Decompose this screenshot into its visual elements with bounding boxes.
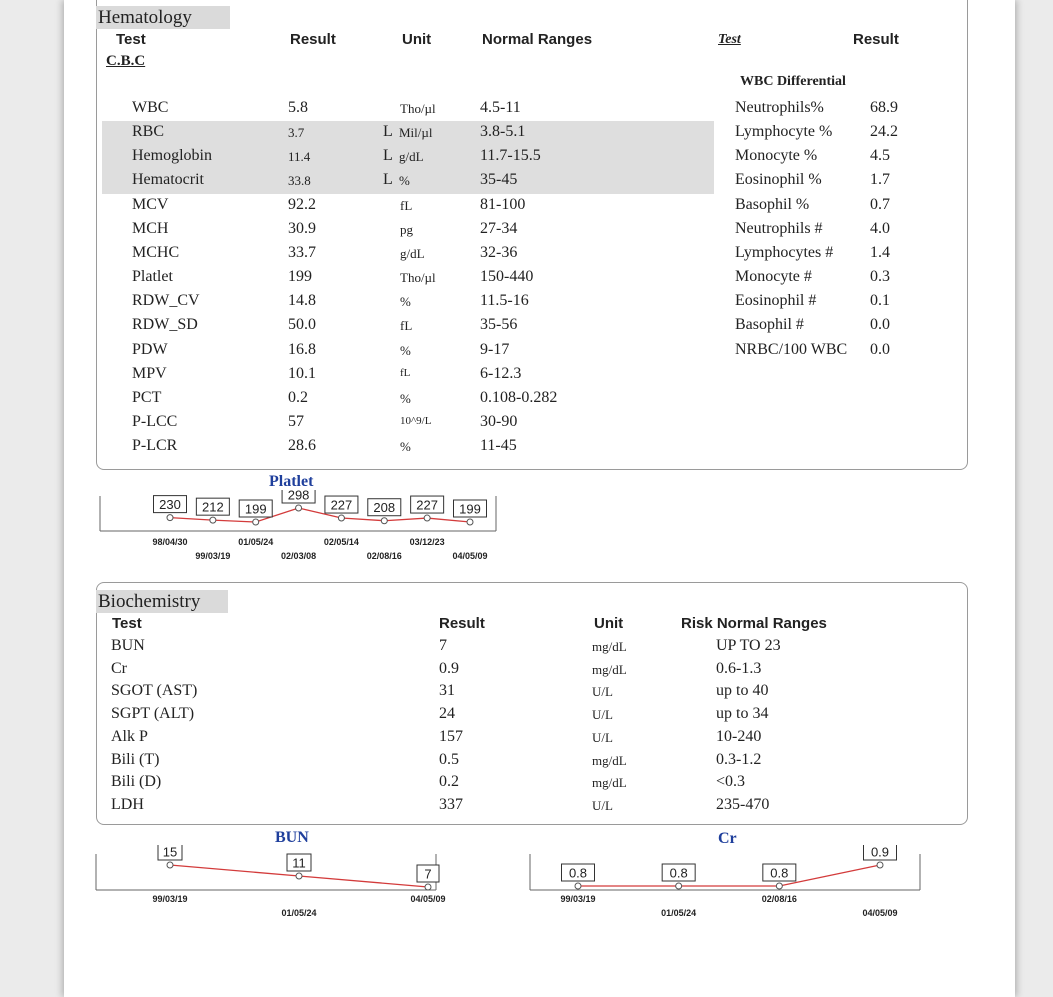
hem-unit: % bbox=[400, 390, 411, 406]
diff-test-name: Lymphocyte % bbox=[735, 123, 833, 141]
bio-unit: mg/dL bbox=[592, 775, 627, 791]
hem-range: 6-12.3 bbox=[480, 364, 522, 382]
data-point bbox=[167, 515, 173, 521]
hem-unit: % bbox=[399, 173, 410, 189]
x-tick-label: 03/12/23 bbox=[409, 537, 445, 547]
x-tick-label: 99/03/19 bbox=[560, 894, 596, 904]
hem-test-name: MCV bbox=[132, 195, 169, 213]
hematology-title: Hematology bbox=[96, 6, 230, 29]
diff-result: 4.5 bbox=[870, 147, 890, 165]
hem-header-unit: Unit bbox=[402, 31, 432, 48]
data-point bbox=[575, 883, 581, 889]
bio-test-name: BUN bbox=[111, 637, 145, 654]
data-point bbox=[425, 884, 431, 890]
bio-header-test: Test bbox=[112, 615, 142, 632]
hem-range: 11.7-15.5 bbox=[480, 147, 541, 165]
diff-result: 24.2 bbox=[870, 123, 898, 141]
hem-result: 10.1 bbox=[288, 364, 316, 382]
hem-range: 35-56 bbox=[480, 316, 518, 334]
data-point bbox=[296, 505, 302, 511]
x-tick-label: 98/04/30 bbox=[152, 537, 188, 547]
hem-unit: % bbox=[400, 342, 411, 358]
hem-result: 33.8 bbox=[288, 173, 311, 189]
bio-header-normal: Risk Normal Ranges bbox=[681, 615, 827, 632]
bio-unit: mg/dL bbox=[592, 752, 627, 768]
hem-unit: Tho/µl bbox=[400, 270, 436, 286]
hem-result: 33.7 bbox=[288, 243, 316, 261]
hem-test-name: MCH bbox=[132, 219, 169, 237]
hem-header-test: Test bbox=[116, 31, 146, 48]
hem-unit: g/dL bbox=[400, 245, 425, 261]
hem-result: 16.8 bbox=[288, 340, 316, 358]
hem-test-name: MCHC bbox=[132, 243, 180, 261]
bio-result: 0.2 bbox=[439, 773, 459, 791]
diff-test-name: Lymphocytes # bbox=[735, 243, 834, 261]
diff-test-name: Basophil % bbox=[735, 195, 810, 213]
hem-test-name: RDW_SD bbox=[132, 316, 198, 334]
hem-range: 11-45 bbox=[480, 437, 517, 455]
data-label: 15 bbox=[162, 845, 178, 860]
data-label: 208 bbox=[373, 500, 396, 516]
hem-result: 92.2 bbox=[288, 195, 316, 213]
hem-result: 5.8 bbox=[288, 99, 308, 116]
bio-range: <0.3 bbox=[716, 773, 746, 791]
diff-test-name: Basophil # bbox=[735, 316, 804, 334]
hem-result: 14.8 bbox=[288, 292, 316, 310]
data-point bbox=[381, 518, 387, 524]
bio-unit: U/L bbox=[592, 797, 613, 813]
data-label: 7 bbox=[424, 866, 432, 882]
hem-result: 30.9 bbox=[288, 219, 316, 237]
hem-test-name: MPV bbox=[132, 364, 167, 382]
diff-test-name: Neutrophils% bbox=[735, 99, 824, 116]
hem-unit: fL bbox=[400, 366, 411, 379]
hem-unit: 10^9/L bbox=[400, 414, 432, 427]
hem-range: 0.108-0.282 bbox=[480, 388, 558, 406]
data-point bbox=[167, 862, 173, 868]
bio-unit: U/L bbox=[592, 707, 613, 723]
hem-range: 35-45 bbox=[480, 171, 518, 189]
hem-test-name: Platlet bbox=[132, 268, 173, 286]
hem-test-name: RBC bbox=[132, 123, 165, 141]
bio-test-name: SGOT (AST) bbox=[111, 682, 198, 700]
hem-result: 28.6 bbox=[288, 437, 316, 455]
hem-result: 199 bbox=[288, 268, 312, 286]
x-tick-label: 02/08/16 bbox=[761, 894, 797, 904]
bun-cr-charts bbox=[64, 845, 1015, 925]
cr-chart-title: Cr bbox=[718, 830, 737, 847]
data-label: 212 bbox=[202, 499, 224, 515]
bio-range: UP TO 23 bbox=[716, 637, 781, 654]
bio-result: 157 bbox=[439, 727, 463, 745]
data-label: 0.8 bbox=[568, 865, 588, 881]
hem-unit: fL bbox=[400, 318, 413, 334]
data-point bbox=[467, 519, 473, 525]
x-tick-label: 04/05/09 bbox=[862, 908, 898, 918]
hem-header-diff-result: Result bbox=[853, 31, 899, 48]
bio-result: 7 bbox=[439, 637, 447, 654]
hem-flag: L bbox=[383, 123, 393, 141]
hem-range: 27-34 bbox=[480, 219, 518, 237]
bio-range: up to 34 bbox=[716, 705, 769, 723]
hem-header-diff-test: Test bbox=[718, 32, 741, 47]
x-tick-label: 04/05/09 bbox=[452, 551, 488, 561]
data-point bbox=[296, 873, 302, 879]
hem-range: 3.8-5.1 bbox=[480, 123, 526, 141]
diff-result: 0.1 bbox=[870, 292, 890, 310]
diff-test-name: NRBC/100 WBC bbox=[735, 340, 848, 358]
hem-result: 11.4 bbox=[288, 149, 311, 165]
data-label: 199 bbox=[244, 501, 267, 517]
hem-range: 9-17 bbox=[480, 340, 510, 358]
hem-range: 30-90 bbox=[480, 412, 518, 430]
bio-range: up to 40 bbox=[716, 682, 769, 700]
hem-unit: % bbox=[400, 439, 411, 455]
hem-range: 4.5-11 bbox=[480, 99, 521, 116]
bio-result: 31 bbox=[439, 682, 455, 700]
bio-result: 337 bbox=[439, 795, 463, 813]
data-label: 230 bbox=[159, 497, 181, 513]
diff-test-name: Monocyte % bbox=[735, 147, 818, 165]
biochemistry-section bbox=[96, 582, 968, 825]
x-tick-label: 01/05/24 bbox=[281, 908, 317, 918]
data-label: 0.9 bbox=[870, 845, 890, 860]
hem-result: 50.0 bbox=[288, 316, 316, 334]
bio-header-result: Result bbox=[439, 615, 485, 632]
diff-test-name: Monocyte # bbox=[735, 268, 812, 286]
hem-flag: L bbox=[383, 147, 393, 165]
hem-flag: L bbox=[383, 171, 393, 189]
x-tick-label: 99/03/19 bbox=[195, 551, 231, 561]
x-tick-label: 01/05/24 bbox=[238, 537, 274, 547]
bio-test-name: Alk P bbox=[111, 727, 148, 745]
hem-unit: Mil/µl bbox=[399, 125, 433, 141]
platlet-chart-title: Platlet bbox=[269, 473, 314, 490]
x-tick-label: 02/08/16 bbox=[366, 551, 402, 561]
bio-range: 0.3-1.2 bbox=[716, 750, 762, 768]
diff-test-name: Neutrophils # bbox=[735, 219, 823, 237]
bio-unit: mg/dL bbox=[592, 639, 627, 654]
data-label: 0.8 bbox=[770, 865, 789, 881]
hem-unit: g/dL bbox=[399, 149, 424, 165]
hem-test-name: Hematocrit bbox=[132, 171, 204, 189]
bio-range: 0.6-1.3 bbox=[716, 659, 762, 677]
x-tick-label: 04/05/09 bbox=[410, 894, 446, 904]
bio-test-name: LDH bbox=[111, 795, 144, 813]
platlet-chart bbox=[64, 490, 1015, 580]
hem-range: 32-36 bbox=[480, 243, 518, 261]
diff-result: 0.0 bbox=[870, 316, 890, 334]
hem-test-name: Hemoglobin bbox=[132, 147, 212, 165]
diff-result: 1.7 bbox=[870, 171, 890, 189]
hem-test-name: P-LCC bbox=[132, 412, 178, 430]
diff-test-name: Eosinophil # bbox=[735, 292, 817, 310]
hem-header-normal: Normal Ranges bbox=[482, 31, 593, 48]
hem-test-name: RDW_CV bbox=[132, 292, 200, 310]
wbc-differential-title: WBC Differential bbox=[740, 74, 846, 89]
diff-result: 68.9 bbox=[870, 99, 898, 116]
bio-range: 235-470 bbox=[716, 795, 770, 813]
bio-unit: mg/dL bbox=[592, 661, 627, 677]
report-page bbox=[64, 0, 1015, 997]
data-label: 199 bbox=[459, 501, 481, 517]
data-point bbox=[776, 883, 782, 889]
data-point bbox=[253, 519, 259, 525]
diff-result: 1.4 bbox=[870, 243, 890, 261]
biochemistry-title: Biochemistry bbox=[96, 590, 228, 613]
data-label: 227 bbox=[416, 497, 438, 513]
x-tick-label: 02/05/14 bbox=[323, 537, 359, 547]
hem-range: 150-440 bbox=[480, 268, 534, 286]
bio-test-name: SGPT (ALT) bbox=[111, 705, 195, 723]
data-point bbox=[338, 515, 344, 521]
hem-test-name: P-LCR bbox=[132, 437, 178, 455]
hem-result: 3.7 bbox=[288, 125, 305, 141]
data-point bbox=[424, 515, 430, 521]
hem-unit: % bbox=[400, 294, 411, 310]
hem-unit: Tho/µl bbox=[400, 101, 436, 116]
hem-unit: fL bbox=[400, 197, 413, 213]
diff-result: 0.3 bbox=[870, 268, 890, 286]
series-line bbox=[578, 865, 880, 886]
hem-range: 11.5-16 bbox=[480, 292, 529, 310]
bun-chart-title: BUN bbox=[275, 829, 309, 846]
data-point bbox=[676, 883, 682, 889]
hem-unit: pg bbox=[400, 221, 413, 237]
hem-test-name: WBC bbox=[132, 99, 169, 116]
data-point bbox=[210, 517, 216, 523]
hem-test-name: PCT bbox=[132, 388, 162, 406]
bio-unit: U/L bbox=[592, 684, 613, 700]
diff-result: 4.0 bbox=[870, 219, 890, 237]
bio-header-unit: Unit bbox=[594, 615, 624, 632]
x-tick-label: 99/03/19 bbox=[152, 894, 188, 904]
x-tick-label: 02/03/08 bbox=[281, 551, 317, 561]
data-point bbox=[877, 862, 883, 868]
data-label: 298 bbox=[287, 490, 310, 503]
bio-result: 0.5 bbox=[439, 750, 459, 768]
x-tick-label: 01/05/24 bbox=[661, 908, 697, 918]
diff-result: 0.7 bbox=[870, 195, 890, 213]
hem-test-name: PDW bbox=[132, 340, 168, 358]
bio-test-name: Cr bbox=[111, 659, 127, 677]
data-label: 227 bbox=[330, 497, 353, 513]
bio-test-name: Bili (D) bbox=[111, 773, 162, 791]
hem-header-result: Result bbox=[290, 31, 336, 48]
bio-test-name: Bili (T) bbox=[111, 750, 160, 768]
bio-range: 10-240 bbox=[716, 727, 762, 745]
bio-unit: U/L bbox=[592, 729, 613, 745]
hem-result: 0.2 bbox=[288, 388, 308, 406]
diff-test-name: Eosinophil % bbox=[735, 171, 822, 189]
hem-range: 81-100 bbox=[480, 195, 526, 213]
diff-result: 0.0 bbox=[870, 340, 890, 358]
cbc-group-label: C.B.C bbox=[106, 53, 146, 69]
data-label: 0.8 bbox=[669, 865, 688, 881]
data-label: 11 bbox=[292, 855, 306, 871]
hem-result: 57 bbox=[288, 412, 304, 430]
bio-result: 24 bbox=[439, 705, 455, 723]
bio-result: 0.9 bbox=[439, 659, 459, 677]
